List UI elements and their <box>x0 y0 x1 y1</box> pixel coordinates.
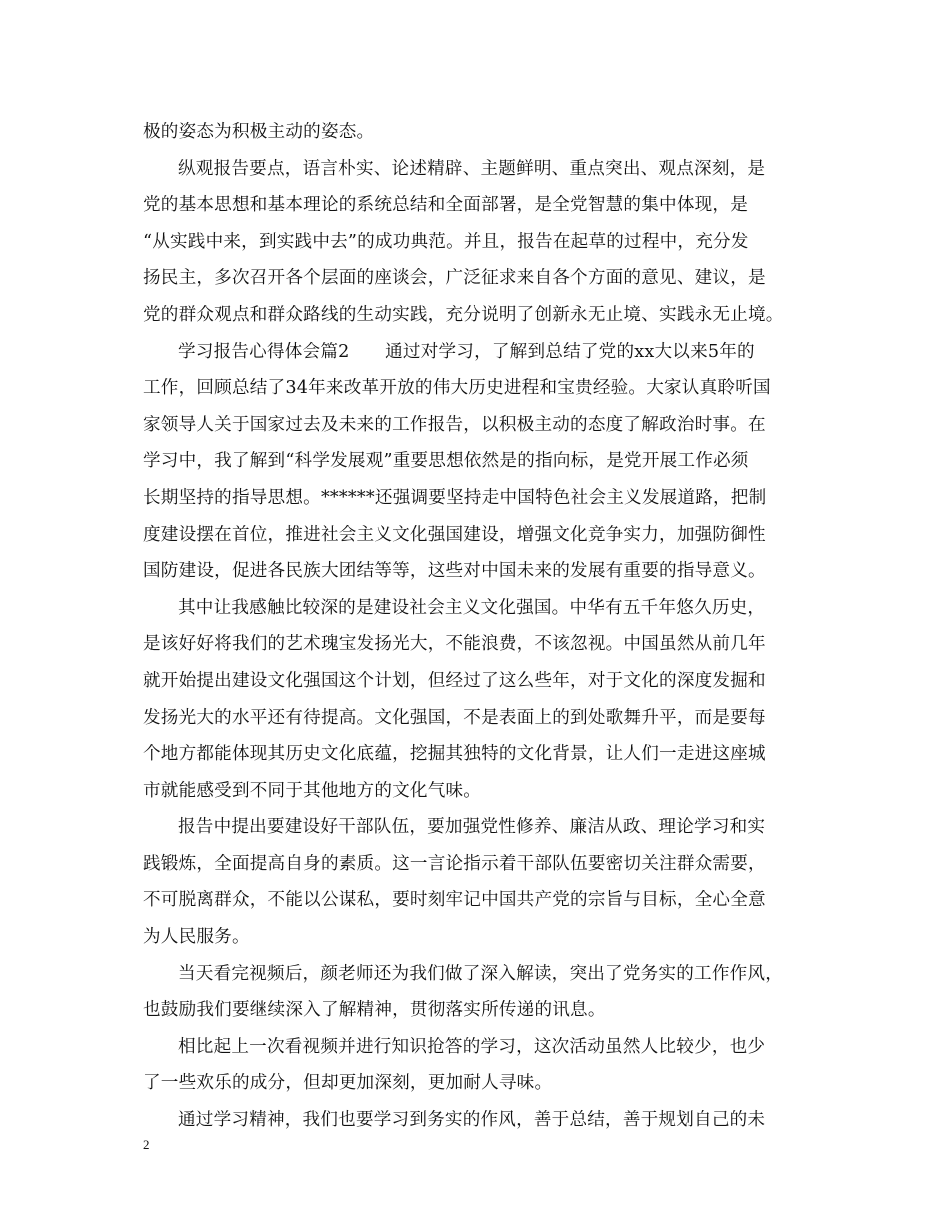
text-line: 学习中，我了解到“科学发展观”重要思想依然是的指向标，是党开展工作必须 <box>143 451 749 472</box>
text-line: 是该好好将我们的艺术瑰宝发扬光大，不能浪费，不该忽视。中国虽然从前几年 <box>143 634 766 655</box>
text-line: 就开始提出建设文化强国这个计划，但经过了这么些年，对于文化的深度发掘和 <box>143 670 766 691</box>
text-line: 不可脱离群众，不能以公谋私，要时刻牢记中国共产党的宗旨与目标，全心全意 <box>143 890 766 911</box>
text-line: 长期坚持的指导思想。******还强调要坚持走中国特色社会主义发展道路，把制 <box>143 487 767 508</box>
text-line: 也鼓励我们要继续深入了解精神，贯彻落实所传递的讯息。 <box>143 1000 606 1021</box>
text-line: 发扬光大的水平还有待提高。文化强国，不是表面上的到处歌舞升平，而是要每 <box>143 707 766 728</box>
paragraph-first-line: 纵观报告要点，语言朴实、论述精辟、主题鲜明、重点突出、观点深刻，是 <box>178 158 766 179</box>
document-body <box>143 114 813 1139</box>
text-line: 党的群众观点和群众路线的生动实践，充分说明了创新永无止境、实践永无止境。 <box>143 304 784 325</box>
paragraph-first-line: 学习报告心得体会篇2 通过对学习，了解到总结了党的xx大以来5年的 <box>178 341 755 362</box>
text-line: 党的基本思想和基本理论的系统总结和全面部署，是全党智慧的集中体现，是 <box>143 195 748 216</box>
text-line: 工作，回顾总结了34年来改革开放的伟大历史进程和宝贵经验。大家认真聆听国 <box>143 378 771 399</box>
text-line: 家领导人关于国家过去及未来的工作报告，以积极主动的态度了解政治时事。在 <box>143 414 766 435</box>
paragraph-first-line: 其中让我感触比较深的是建设社会主义文化强国。中华有五千年悠久历史， <box>178 597 766 618</box>
paragraph-first-line: 通过学习精神，我们也要学习到务实的作风，善于总结，善于规划自己的未 <box>178 1110 766 1131</box>
paragraph-first-line: 当天看完视频后，颜老师还为我们做了深入解读，突出了党务实的工作作风， <box>178 963 783 984</box>
text-line: 为人民服务。 <box>143 927 250 948</box>
text-line: 了一些欢乐的成分，但却更加深刻，更加耐人寻味。 <box>143 1073 553 1094</box>
paragraph-first-line: 相比起上一次看视频并进行知识抢答的学习，这次活动虽然人比较少，也少 <box>178 1036 766 1057</box>
paragraph-first-line: 报告中提出要建设好干部队伍，要加强党性修养、廉洁从政、理论学习和实 <box>178 817 766 838</box>
text-line: 市就能感受到不同于其他地方的文化气味。 <box>143 780 482 801</box>
text-line: 践锻炼，全面提高自身的素质。这一言论指示着干部队伍要密切关注群众需要， <box>143 853 766 874</box>
page-number: 2 <box>143 1137 150 1152</box>
text-line: 国防建设，促进各民族大团结等等，这些对中国未来的发展有重要的指导意义。 <box>143 561 766 582</box>
text-line: 度建设摆在首位，推进社会主义文化强国建设，增强文化竞争实力，加强防御性 <box>143 524 766 545</box>
text-line: “从实践中来，到实践中去”的成功典范。并且，报告在起草的过程中，充分发 <box>143 231 749 252</box>
text-line: 扬民主，多次召开各个层面的座谈会，广泛征求来自各个方面的意见、建议，是 <box>143 268 766 289</box>
text-line: 极的姿态为积极主动的姿态。 <box>143 122 375 142</box>
text-line: 个地方都能体现其历史文化底蕴，挖掘其独特的文化背景，让人们一走进这座城 <box>143 744 766 765</box>
